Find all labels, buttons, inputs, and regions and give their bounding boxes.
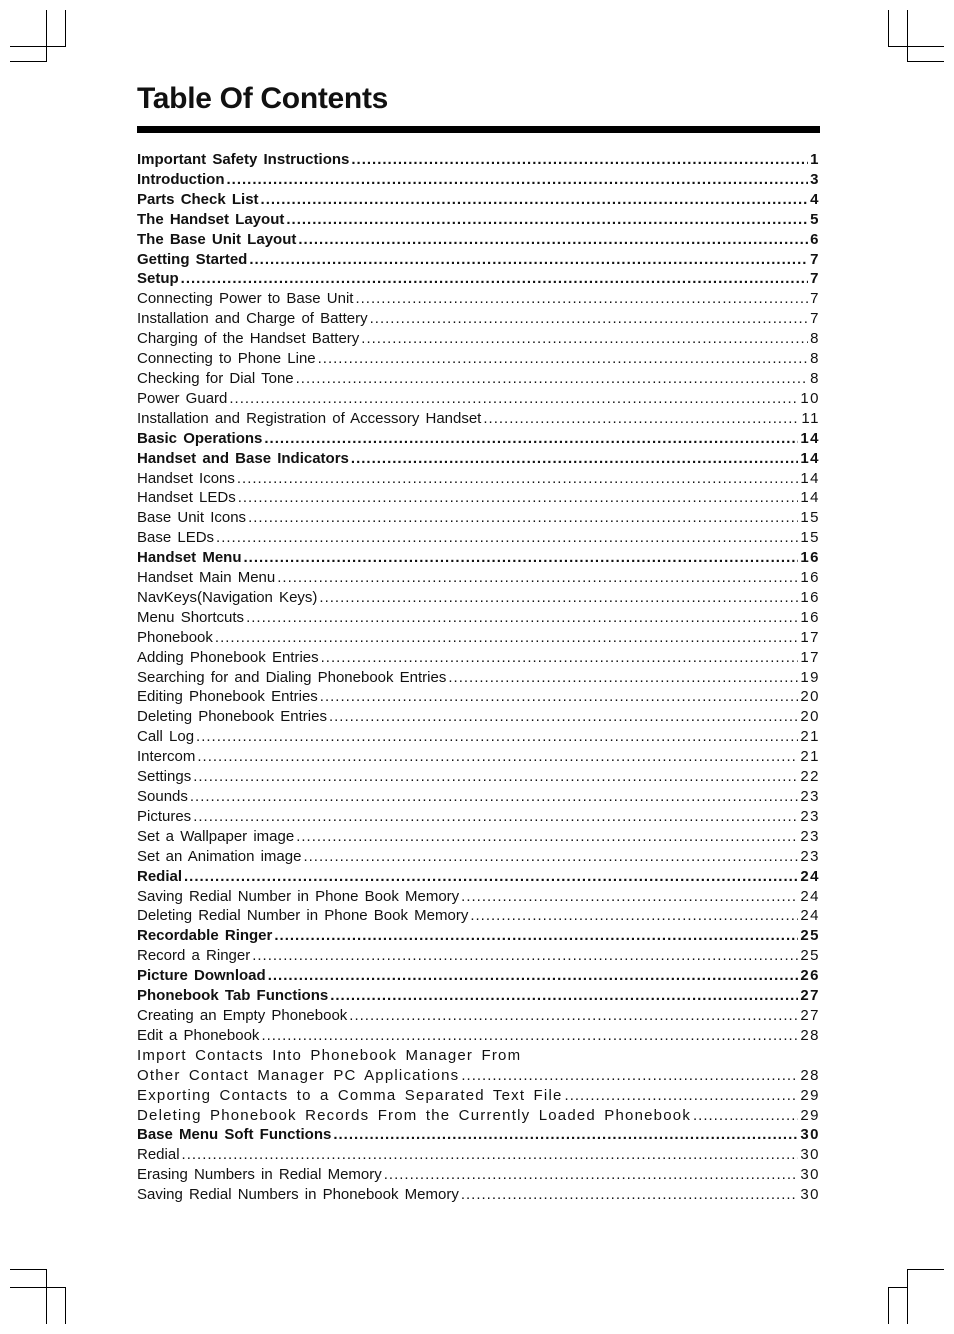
dot-leader — [370, 309, 809, 329]
toc-entry-label: Creating an Empty Phonebook — [137, 1006, 348, 1024]
toc-entry-label: Sounds — [137, 788, 188, 805]
toc-entry-page: 16 — [800, 549, 820, 567]
toc-entry-page: 21 — [800, 748, 820, 766]
toc-entry[interactable] — [137, 230, 820, 250]
toc-entry-page: 16 — [800, 588, 820, 606]
toc-entry-page: 25 — [800, 947, 820, 965]
toc-entry-label: Editing Phonebook Entries — [137, 688, 318, 706]
toc-entry-label: Handset Main Menu — [137, 569, 276, 587]
toc-entry[interactable] — [137, 409, 820, 429]
dot-leader — [237, 469, 798, 489]
toc-entry-label: Phonebook Tab Functions — [137, 987, 329, 1005]
toc-entry-label: Redial — [137, 1146, 180, 1164]
toc-entry-page: 27 — [800, 987, 820, 1005]
dot-leader — [384, 1165, 799, 1185]
toc-entry[interactable] — [137, 1066, 820, 1086]
dot-leader — [461, 887, 798, 907]
toc-entry-label: The Base Unit Layout — [137, 230, 297, 248]
toc-list — [137, 150, 820, 1205]
toc-entry-page: 28 — [800, 1066, 820, 1084]
toc-entry-page: 23 — [800, 847, 820, 865]
toc-entry[interactable] — [137, 210, 820, 230]
toc-entry-label: Set a Wallpaper image — [137, 827, 295, 845]
toc-entry-page: 14 — [800, 449, 820, 467]
dot-leader — [361, 329, 808, 349]
dot-leader — [268, 966, 799, 986]
toc-entry-page: 14 — [800, 469, 820, 487]
toc-entry[interactable] — [137, 528, 820, 548]
dot-leader — [244, 548, 799, 568]
toc-entry-label: Handset Menu — [137, 549, 242, 567]
toc-entry-label: Other Contact Manager PC Applications — [137, 1066, 460, 1084]
toc-entry[interactable] — [137, 986, 820, 1006]
toc-entry-label: Deleting Phonebook Entries — [137, 708, 327, 726]
dot-leader — [321, 648, 799, 668]
toc-entry-label: NavKeys(Navigation Keys) — [137, 588, 318, 606]
dot-leader — [238, 488, 799, 508]
toc-entry[interactable] — [137, 508, 820, 528]
toc-entry[interactable] — [137, 747, 820, 767]
toc-entry[interactable] — [137, 787, 820, 807]
toc-entry[interactable] — [137, 349, 820, 369]
toc-entry[interactable] — [137, 150, 820, 170]
toc-entry-page: 5 — [810, 210, 820, 228]
toc-entry[interactable] — [137, 668, 820, 688]
dot-leader — [349, 1006, 798, 1026]
toc-entry[interactable] — [137, 966, 820, 986]
toc-entry-label: Phonebook — [137, 628, 213, 646]
toc-entry-page: 20 — [800, 688, 820, 706]
toc-entry-label: Import Contacts Into Phonebook Manager From — [137, 1046, 522, 1064]
toc-entry[interactable] — [137, 1026, 820, 1046]
dot-leader — [296, 827, 798, 847]
dot-leader — [229, 389, 798, 409]
toc-entry-page: 19 — [800, 668, 820, 686]
toc-entry[interactable] — [137, 628, 820, 648]
toc-entry-label: Searching for and Dialing Phonebook Entries — [137, 668, 447, 686]
toc-entry-label: Basic Operations — [137, 429, 263, 447]
toc-entry-page: 14 — [800, 429, 820, 447]
dot-leader — [216, 528, 798, 548]
dot-leader — [193, 807, 798, 827]
toc-entry[interactable] — [137, 250, 820, 270]
dot-leader — [461, 1185, 798, 1205]
toc-entry-page: 16 — [800, 608, 820, 626]
toc-entry-page: 15 — [800, 529, 820, 547]
toc-entry-label: Deleting Phonebook Records From the Currently Loaded Phonebook — [137, 1106, 692, 1124]
dot-leader — [303, 847, 798, 867]
toc-entry-label: Power Guard — [137, 389, 228, 407]
toc-entry-label: Adding Phonebook Entries — [137, 648, 319, 666]
toc-entry[interactable] — [137, 329, 820, 349]
toc-entry-label: Pictures — [137, 807, 192, 825]
toc-entry-page: 7 — [810, 270, 820, 288]
toc-entry-label: Redial — [137, 867, 183, 885]
toc-entry-label: Checking for Dial Tone — [137, 369, 294, 387]
toc-entry[interactable] — [137, 946, 820, 966]
toc-entry-label: Call Log — [137, 728, 195, 746]
toc-entry-page: 11 — [801, 409, 820, 427]
dot-leader — [181, 269, 808, 289]
toc-entry-page: 30 — [800, 1186, 820, 1204]
dot-leader — [355, 289, 808, 309]
toc-entry[interactable] — [137, 1145, 820, 1165]
toc-entry-label: Exporting Contacts to a Comma Separated Text File — [137, 1086, 563, 1104]
toc-entry[interactable] — [137, 847, 820, 867]
toc-entry-page: 30 — [800, 1146, 820, 1164]
toc-entry-page: 30 — [800, 1126, 820, 1144]
toc-entry[interactable] — [137, 608, 820, 628]
toc-entry-label: Erasing Numbers in Redial Memory — [137, 1166, 382, 1184]
toc-entry-page: 16 — [800, 569, 820, 587]
toc-entry[interactable] — [137, 687, 820, 707]
title-rule — [137, 126, 820, 133]
toc-entry-page: 27 — [800, 1006, 820, 1024]
toc-entry[interactable] — [137, 1165, 820, 1185]
dot-leader — [319, 588, 798, 608]
dot-leader — [565, 1086, 799, 1106]
dot-leader — [196, 727, 798, 747]
toc-entry-page: 7 — [810, 290, 820, 308]
toc-entry-label: Installation and Charge of Battery — [137, 310, 368, 328]
toc-entry-page: 15 — [800, 509, 820, 527]
dot-leader — [351, 449, 798, 469]
toc-entry-page: 25 — [800, 927, 820, 945]
dot-leader — [193, 767, 798, 787]
toc-entry[interactable] — [137, 707, 820, 727]
toc-entry[interactable] — [137, 269, 820, 289]
toc-entry-label: Handset and Base Indicators — [137, 449, 349, 467]
toc-entry-label: Installation and Registration of Accessory Handset — [137, 409, 482, 427]
toc-entry[interactable] — [137, 170, 820, 190]
toc-entry-page: 23 — [800, 827, 820, 845]
toc-entry[interactable] — [137, 389, 820, 409]
toc-entry[interactable] — [137, 1125, 820, 1145]
toc-entry-page: 7 — [810, 250, 820, 268]
toc-entry[interactable] — [137, 588, 820, 608]
dot-leader — [226, 170, 808, 190]
toc-entry-label: Handset Icons — [137, 469, 235, 487]
toc-entry-page: 1 — [810, 151, 820, 168]
toc-entry-page: 8 — [810, 350, 820, 368]
toc-entry[interactable] — [137, 369, 820, 389]
toc-entry-label: Menu Shortcuts — [137, 608, 245, 626]
toc-entry-page: 14 — [800, 489, 820, 507]
toc-entry-page: 20 — [800, 708, 820, 726]
toc-entry[interactable] — [137, 190, 820, 210]
dot-leader — [470, 906, 798, 926]
toc-entry-label: Set an Animation image — [137, 847, 302, 865]
toc-entry[interactable] — [137, 926, 820, 946]
toc-entry-page: 4 — [810, 190, 820, 208]
dot-leader — [277, 568, 798, 588]
toc-entry-page: 17 — [800, 648, 820, 666]
toc-entry-page: 29 — [800, 1086, 820, 1104]
toc-entry-label: Connecting Power to Base Unit — [137, 290, 354, 308]
toc-entry-page: 17 — [800, 628, 820, 646]
toc-entry-page: 30 — [800, 1166, 820, 1184]
toc-entry[interactable] — [137, 887, 820, 907]
dot-leader — [274, 926, 798, 946]
toc-entry-label: Setup — [137, 270, 179, 288]
toc-entry-label: Intercom — [137, 748, 196, 766]
dot-leader — [261, 190, 809, 210]
dot-leader — [286, 210, 808, 230]
dot-leader — [318, 349, 809, 369]
toc-entry-page: 23 — [800, 807, 820, 825]
toc-entry-label: Saving Redial Numbers in Phonebook Memory — [137, 1186, 459, 1204]
toc-entry[interactable] — [137, 1106, 820, 1126]
toc-entry-label: Parts Check List — [137, 190, 259, 208]
toc-entry[interactable] — [137, 568, 820, 588]
dot-leader — [190, 787, 798, 807]
toc-entry-page: 22 — [800, 768, 820, 786]
dot-leader — [448, 668, 798, 688]
toc-entry-page: 24 — [800, 887, 820, 905]
toc-entry-page: 24 — [800, 907, 820, 925]
toc-entry[interactable] — [137, 449, 820, 469]
dot-leader — [182, 1145, 799, 1165]
toc-entry-page: 23 — [800, 788, 820, 805]
toc-entry-label: Edit a Phonebook — [137, 1026, 260, 1044]
toc-entry-page: 21 — [800, 728, 820, 746]
toc-entry-label: Base Unit Icons — [137, 509, 247, 527]
toc-entry-label: Deleting Redial Number in Phone Book Memory — [137, 907, 469, 925]
toc-entry[interactable] — [137, 469, 820, 489]
dot-leader — [197, 747, 798, 767]
toc-entry-page: 8 — [810, 369, 820, 387]
toc-entry[interactable] — [137, 767, 820, 787]
toc-entry[interactable] — [137, 1086, 820, 1106]
dot-leader — [252, 946, 798, 966]
toc-entry-label: Saving Redial Number in Phone Book Memory — [137, 887, 460, 905]
dot-leader — [248, 508, 798, 528]
toc-entry[interactable] — [137, 289, 820, 309]
toc-entry-page: 28 — [800, 1026, 820, 1044]
dot-leader — [483, 409, 799, 429]
toc-entry[interactable] — [137, 648, 820, 668]
dot-leader — [330, 986, 798, 1006]
toc-entry-page: 3 — [810, 170, 820, 188]
toc-entry-label: The Handset Layout — [137, 210, 285, 228]
dot-leader — [296, 369, 809, 389]
toc-entry[interactable] — [137, 1006, 820, 1026]
toc-entry-label: Base LEDs — [137, 529, 215, 547]
toc-entry[interactable] — [137, 906, 820, 926]
toc-entry-page: 7 — [810, 310, 820, 328]
dot-leader — [351, 150, 808, 170]
page-title: Table Of Contents — [137, 82, 389, 115]
toc-entry-page: 24 — [800, 867, 820, 885]
dot-leader — [249, 250, 808, 270]
dot-leader — [329, 707, 798, 727]
toc-entry-label: Important Safety Instructions — [137, 151, 350, 168]
toc-entry[interactable] — [137, 1185, 820, 1205]
dot-leader — [215, 628, 798, 648]
dot-leader — [184, 867, 798, 887]
dot-leader — [333, 1125, 798, 1145]
toc-entry[interactable] — [137, 727, 820, 747]
dot-leader — [264, 429, 798, 449]
dot-leader — [320, 687, 799, 707]
dot-leader — [461, 1066, 798, 1086]
toc-entry-label: Recordable Ringer — [137, 927, 273, 945]
toc-entry[interactable] — [137, 867, 820, 887]
dot-leader — [298, 230, 808, 250]
toc-entry-label: Connecting to Phone Line — [137, 350, 316, 368]
toc-entry[interactable] — [137, 548, 820, 568]
dot-leader — [261, 1026, 798, 1046]
toc-entry-label: Handset LEDs — [137, 489, 236, 507]
toc-entry[interactable] — [137, 488, 820, 508]
toc-entry-page: 29 — [800, 1106, 820, 1124]
dot-leader — [246, 608, 798, 628]
toc-entry-label: Record a Ringer — [137, 947, 251, 965]
toc-entry[interactable] — [137, 827, 820, 847]
toc-entry[interactable] — [137, 429, 820, 449]
dot-leader — [693, 1106, 798, 1126]
toc-entry-page: 6 — [810, 230, 820, 248]
toc-entry-label: Settings — [137, 768, 192, 786]
toc-entry-label: Picture Download — [137, 967, 266, 985]
toc-entry[interactable] — [137, 807, 820, 827]
toc-entry-label: Charging of the Handset Battery — [137, 330, 360, 348]
toc-entry-label: Introduction — [137, 170, 225, 188]
toc-entry-page: 8 — [810, 330, 820, 348]
toc-entry-page: 26 — [800, 967, 820, 985]
toc-entry-page: 10 — [800, 389, 820, 407]
toc-entry-label: Base Menu Soft Functions — [137, 1126, 332, 1144]
toc-entry-label: Getting Started — [137, 250, 248, 268]
toc-entry[interactable] — [137, 1046, 820, 1066]
toc-entry[interactable] — [137, 309, 820, 329]
